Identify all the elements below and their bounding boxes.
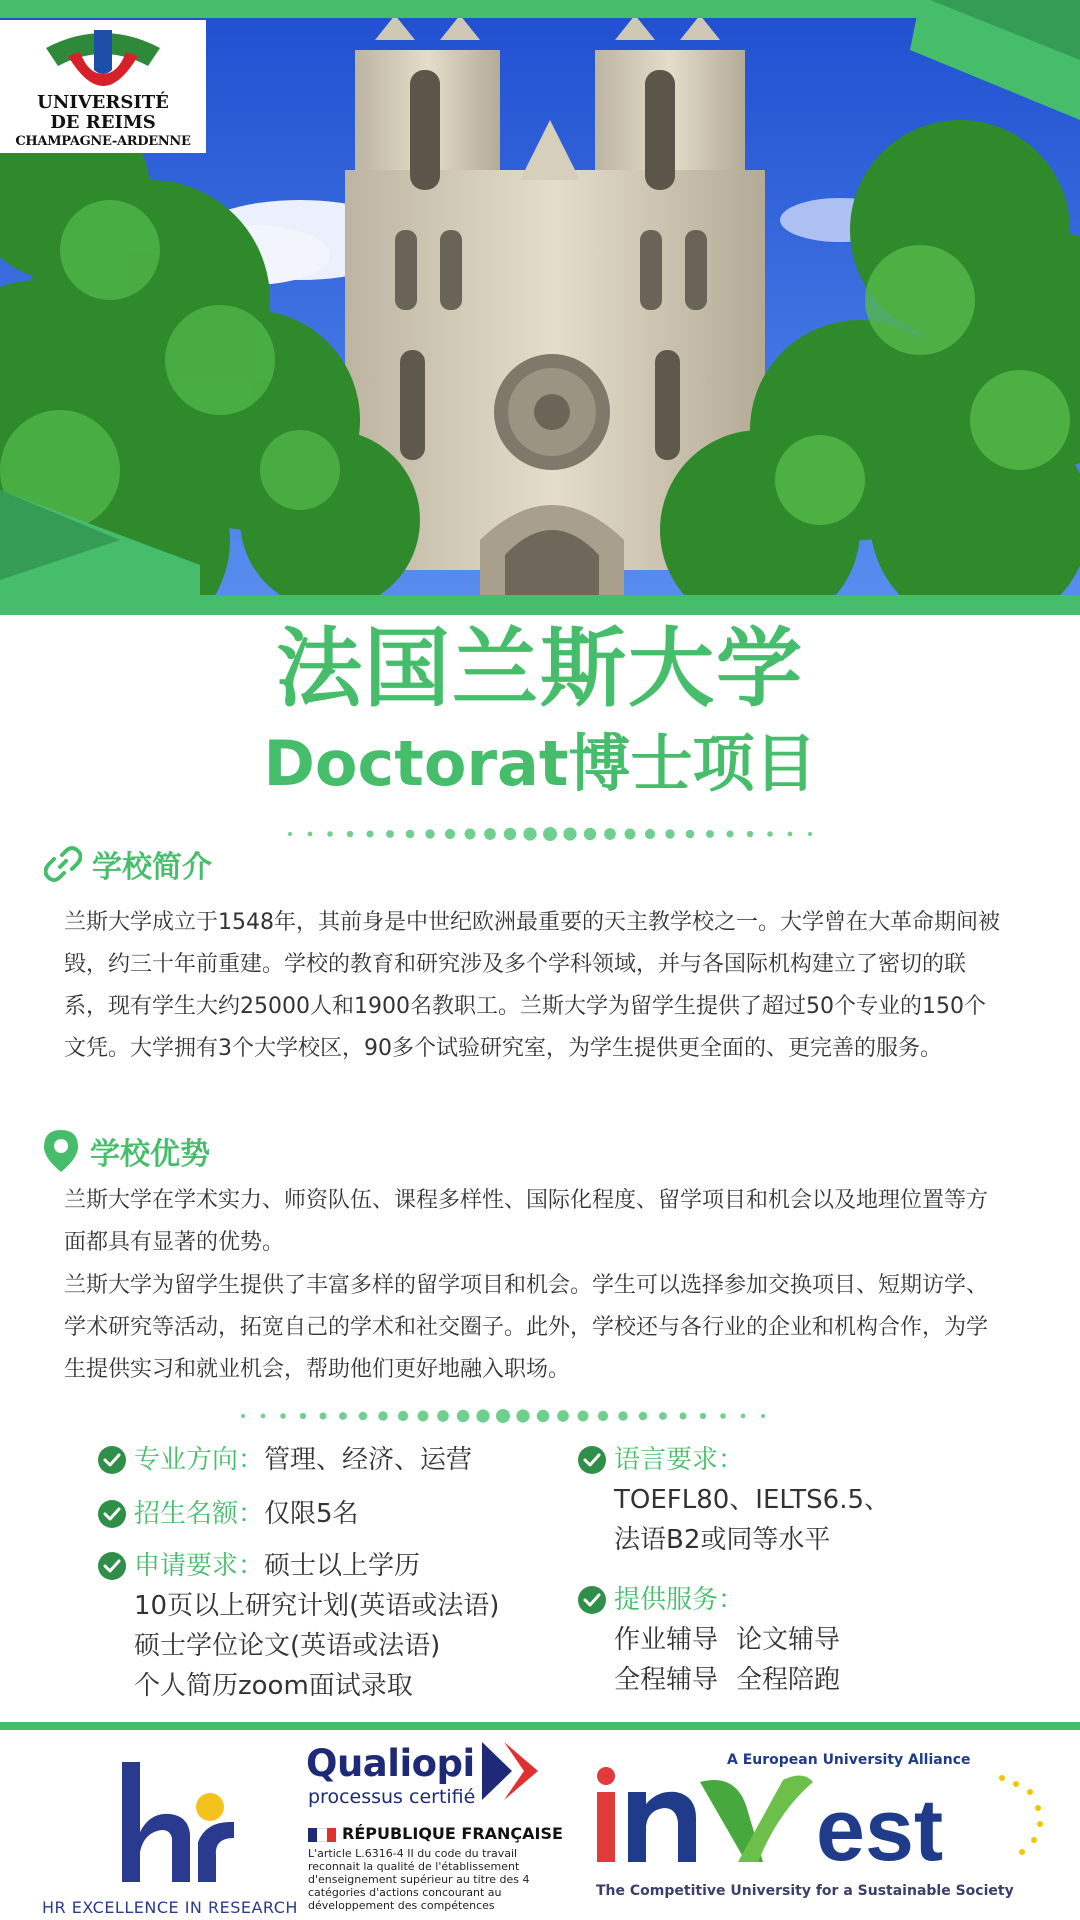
divider-dot xyxy=(788,832,793,837)
divider-dot xyxy=(686,830,695,839)
divider-dot xyxy=(319,1412,326,1419)
page-subtitle: Doctorat博士项目 xyxy=(263,727,817,800)
divider-dot xyxy=(584,828,596,840)
divider-dot xyxy=(543,827,557,841)
hero-banner xyxy=(0,0,1080,615)
check-circle-icon xyxy=(578,1586,606,1614)
divider-dot xyxy=(747,831,753,837)
divider-dot xyxy=(639,1412,648,1421)
service-item: 作业辅导 xyxy=(614,1625,719,1655)
divider-dot xyxy=(679,1412,686,1419)
divider-dot xyxy=(288,832,292,836)
divider-dot xyxy=(720,1413,726,1419)
logo-line-2: DE REIMS xyxy=(50,112,156,133)
advantages-paragraph-1: 兰斯大学在学术实力、师资队伍、课程多样性、国际化程度、留学项目和机会以及地理位置等方面都具有显著的优势。 xyxy=(64,1188,989,1255)
info-quota-label: 招生名额： xyxy=(134,1499,265,1529)
divider-dot xyxy=(308,832,313,837)
qualiopi-note: L'article L.6316-4 II du code du travail reconnait la qualité de l'établissement d'enseignement supérieur au titre des 4 catégories d'actions concourant au développement des compétences xyxy=(308,1847,530,1912)
divider-dot xyxy=(741,1414,746,1419)
divider-dot xyxy=(578,1411,589,1422)
section-advantages-title: 学校优势 xyxy=(90,1137,210,1172)
divider-dot xyxy=(645,829,655,839)
section-advantages-heading xyxy=(42,1128,210,1174)
link-icon xyxy=(44,845,82,883)
advantages-paragraph-2: 兰斯大学为留学生提供了丰富多样的留学项目和机会。学生可以选择参加交换项目、短期访学、学术研究等活动，拓宽自己的学术和社交圈子。此外，学校还与各行业的企业和机构合作，为学生提供实习和就业机会，帮助他们更好地融入职场。 xyxy=(64,1273,989,1382)
divider-dot xyxy=(476,1409,489,1422)
divider-dot xyxy=(537,1410,549,1422)
info-major-label: 专业方向： xyxy=(134,1445,265,1475)
divider-dot xyxy=(563,827,576,840)
invest-bottom-line: The Competitive University for a Sustainable Society xyxy=(596,1883,1014,1899)
divider-dot xyxy=(516,1409,529,1422)
divider-dot xyxy=(767,831,773,837)
qualiopi-logo-text: Qualiopi xyxy=(306,1742,475,1785)
divider-dot xyxy=(523,827,536,840)
qualiopi-subtitle: processus certifié xyxy=(308,1786,476,1808)
divider-dot xyxy=(706,830,714,838)
divider-dot xyxy=(300,1413,306,1419)
divider-dot xyxy=(398,1411,408,1421)
divider-dot xyxy=(625,829,636,840)
divider-dot xyxy=(726,830,733,837)
hr-caption: HR EXCELLENCE IN RESEARCH xyxy=(42,1898,298,1917)
info-quota-value: 仅限5名 xyxy=(264,1499,359,1529)
divider-dot xyxy=(241,1414,245,1418)
service-item: 全程陪跑 xyxy=(736,1665,841,1695)
check-circle-icon xyxy=(98,1446,126,1474)
dot-divider xyxy=(280,824,820,844)
divider-dot xyxy=(386,830,394,838)
divider-dot xyxy=(378,1411,387,1420)
intro-paragraph: 兰斯大学成立于1548年，其前身是中世纪欧洲最重要的天主教学校之一。大学曾在大革命期间被毁，约三十年前重建。学校的教育和研究涉及多个学科领域，并与各国际机构建立了密切的联系，现有学生大约25000人和1900名教职工。兰斯大学为留学生提供了超过50个专业的150个文凭。大学拥有3个大学校区，90多个试验研究室，为学生提供更全面的、更完善的服务。 xyxy=(64,910,1000,1061)
divider-dot xyxy=(700,1413,706,1419)
divider-dot xyxy=(761,1414,765,1418)
dot-divider xyxy=(233,1406,773,1426)
divider-dot xyxy=(496,1409,510,1423)
divider-dot xyxy=(618,1411,627,1420)
divider-dot xyxy=(437,1410,449,1422)
divider-dot xyxy=(665,829,674,838)
divider-dot xyxy=(598,1411,608,1421)
info-requirements xyxy=(98,1546,499,1706)
divider-dot xyxy=(425,829,434,838)
requirement-line: 个人简历zoom面试录取 xyxy=(134,1671,413,1701)
divider-dot xyxy=(339,1412,347,1420)
qualiopi-mark-icon xyxy=(482,1742,542,1800)
page-title: 法国兰斯大学 xyxy=(276,619,804,719)
info-language-label: 语言要求： xyxy=(614,1445,745,1475)
invest-logo xyxy=(588,1752,1068,1882)
divider-dot xyxy=(347,831,353,837)
divider-dot xyxy=(557,1410,569,1422)
language-line: TOEFL80、IELTS6.5、 xyxy=(614,1485,891,1515)
divider-dot xyxy=(406,830,415,839)
info-major-value: 管理、经济、运营 xyxy=(264,1445,473,1475)
info-services xyxy=(578,1580,840,1700)
divider-dot xyxy=(604,828,616,840)
divider-dot xyxy=(465,829,476,840)
language-line: 法语B2或同等水平 xyxy=(614,1525,831,1555)
info-language xyxy=(578,1440,890,1560)
footer-divider xyxy=(0,1722,1080,1730)
check-circle-icon xyxy=(98,1552,126,1580)
divider-dot xyxy=(418,1411,429,1422)
check-circle-icon xyxy=(578,1446,606,1474)
divider-dot xyxy=(359,1412,368,1421)
info-major xyxy=(98,1440,472,1480)
university-logo xyxy=(0,20,206,153)
divider-dot xyxy=(280,1413,286,1419)
info-requirements-label: 申请要求： xyxy=(134,1551,265,1581)
service-item: 全程辅导 xyxy=(614,1665,719,1695)
logo-line-3: CHAMPAGNE-ARDENNE xyxy=(15,134,191,149)
info-quota xyxy=(98,1494,359,1534)
divider-dot xyxy=(445,829,455,839)
divider-dot xyxy=(504,828,516,840)
urca-emblem-icon xyxy=(38,26,168,92)
info-services-label: 提供服务： xyxy=(614,1585,745,1615)
invest-tagline: A European University Alliance xyxy=(727,1752,971,1768)
hr-excellence-logo xyxy=(30,1752,290,1920)
section-intro-title: 学校简介 xyxy=(92,850,212,885)
check-circle-icon xyxy=(98,1500,126,1528)
location-pin-icon xyxy=(42,1128,80,1174)
republique-label: RÉPUBLIQUE FRANÇAISE xyxy=(342,1824,563,1843)
service-item: 论文辅导 xyxy=(736,1625,841,1655)
divider-dot xyxy=(327,831,333,837)
divider-dot xyxy=(659,1412,667,1420)
french-flag-icon xyxy=(308,1828,336,1842)
divider-dot xyxy=(261,1414,266,1419)
section-intro-heading xyxy=(44,842,212,886)
divider-dot xyxy=(808,832,812,836)
svg-text:est: est xyxy=(816,1780,944,1879)
divider-dot xyxy=(366,830,373,837)
requirement-line: 10页以上研究计划(英语或法语) xyxy=(134,1591,500,1621)
info-requirements-value: 硕士以上学历 xyxy=(264,1551,421,1581)
requirement-line: 硕士学位论文(英语或法语) xyxy=(134,1631,441,1661)
divider-dot xyxy=(457,1410,469,1422)
logo-line-1: UNIVERSITÉ xyxy=(37,92,169,113)
divider-dot xyxy=(484,828,496,840)
